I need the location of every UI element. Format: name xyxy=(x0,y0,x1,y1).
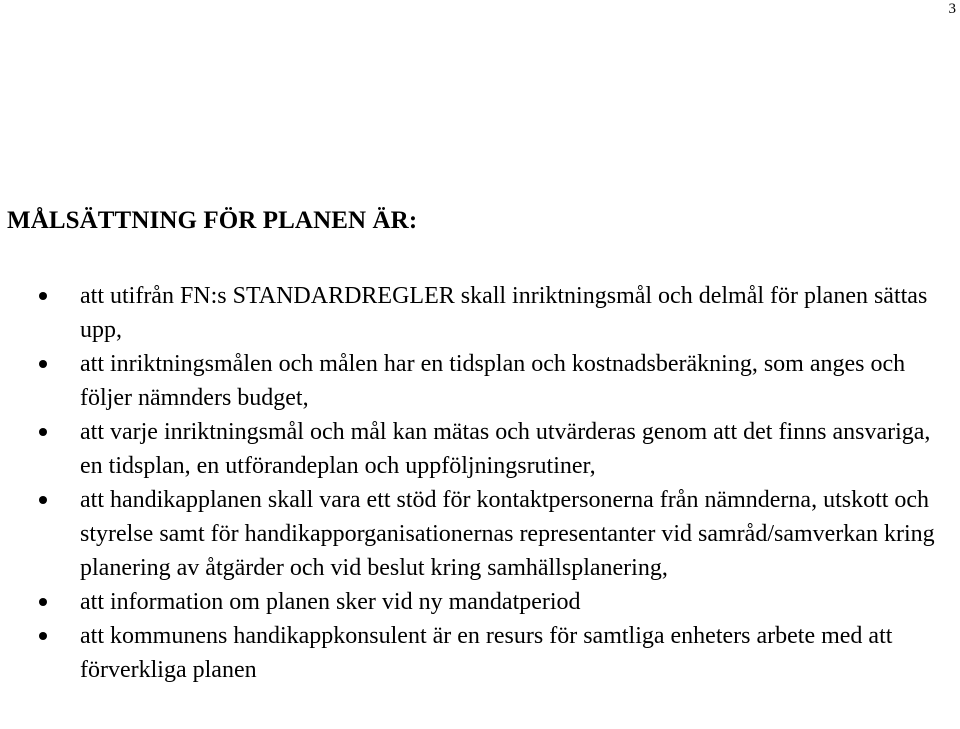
section-heading: MÅLSÄTTNING FÖR PLANEN ÄR: xyxy=(7,207,418,234)
list-item-text: att handikapplanen skall vara ett stöd för kontaktpersonerna från nämnderna, utskott och styrelse samt för handikapporganisationernas representanter vid samråd/samverkan kring planering av åtgärder och vid beslut kring samhällsplanering, xyxy=(80,487,935,581)
list-item xyxy=(0,347,960,415)
bullet-icon xyxy=(39,360,47,368)
list-item-text: att kommunens handikappkonsulent är en resurs för samtliga enheters arbete med att förverkliga planen xyxy=(80,623,893,683)
list-item-text: att varje inriktningsmål och mål kan mätas och utvärderas genom att det finns ansvariga, en tidsplan, en utförandeplan och uppföljningsrutiner, xyxy=(80,419,931,479)
list-item-text: att inriktningsmålen och målen har en tidsplan och kostnadsberäkning, som anges och följer nämnders budget, xyxy=(80,351,906,411)
list-item-text: att utifrån FN:s STANDARDREGLER skall inriktningsmål och delmål för planen sättas upp, xyxy=(80,283,928,343)
goal-list xyxy=(0,279,960,687)
bullet-icon xyxy=(39,598,47,606)
list-item xyxy=(0,279,960,347)
list-item xyxy=(0,585,960,619)
list-item-text: att information om planen sker vid ny mandatperiod xyxy=(80,589,581,615)
bullet-icon xyxy=(39,632,47,640)
list-item xyxy=(0,415,960,483)
bullet-icon xyxy=(39,496,47,504)
page-number: 3 xyxy=(948,1,956,17)
list-item xyxy=(0,483,960,585)
bullet-icon xyxy=(39,292,47,300)
list-item xyxy=(0,619,960,687)
bullet-icon xyxy=(39,428,47,436)
